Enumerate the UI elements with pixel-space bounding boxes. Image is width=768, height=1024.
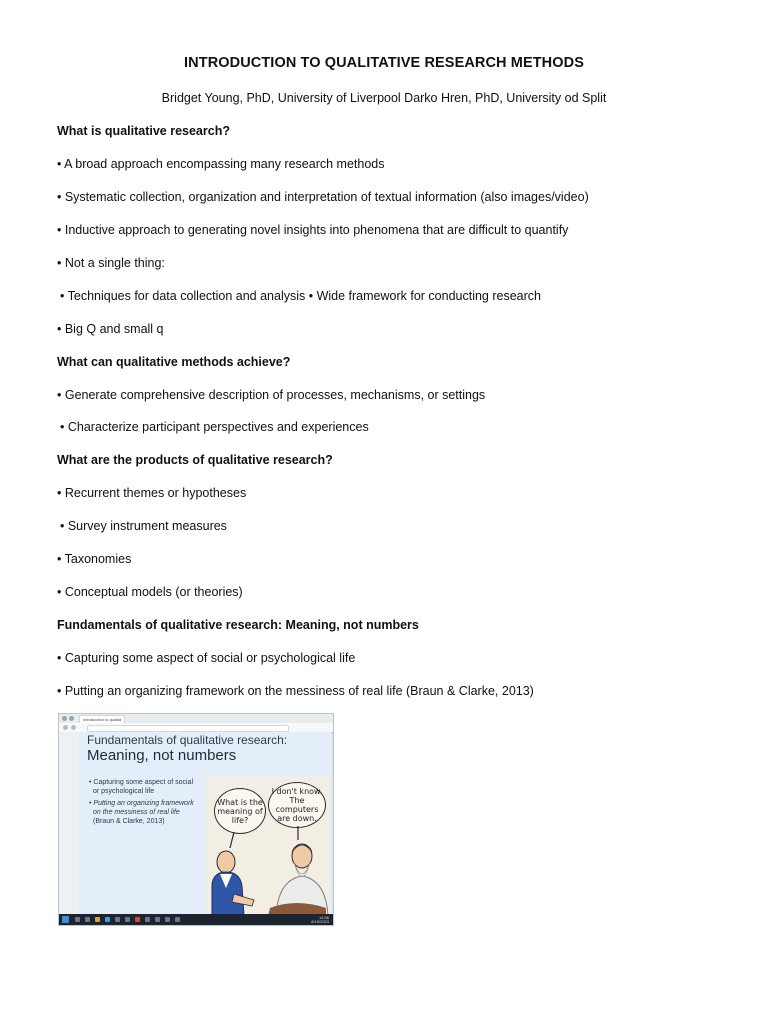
document-authors: Bridget Young, PhD, University of Liverpool Darko Hren, PhD, University od Split [161, 91, 607, 105]
app-icon [145, 917, 150, 922]
folder-icon [95, 917, 100, 922]
bullet-not-single-thing: • Not a single thing: [57, 256, 165, 270]
bullet-capturing: • Capturing some aspect of social or psychological life [57, 651, 356, 665]
clock-time: 14:56 [318, 915, 329, 920]
browser-icon [105, 917, 110, 922]
task-view-icon [85, 917, 90, 922]
app-icon [155, 917, 160, 922]
document-title: INTRODUCTION TO QUALITATIVE RESEARCH METHODS [184, 55, 584, 71]
bullet-survey-measures: • Survey instrument measures [60, 519, 227, 533]
browser-tab: Introduction to qualita [79, 715, 125, 723]
slide-bullet-2-line-2: on the messiness of real life [93, 809, 180, 816]
app-icon [165, 917, 170, 922]
window-control-icon [69, 716, 74, 721]
cartoon-bubble-right: I don't know. The computers are down. [268, 782, 326, 828]
url-field [87, 725, 289, 732]
app-icon [135, 917, 140, 922]
embedded-screenshot [58, 713, 334, 926]
bullet-recurrent-themes: • Recurrent themes or hypotheses [57, 486, 247, 500]
slide-heading-line-2: Meaning, not numbers [87, 747, 237, 764]
heading-fundamentals: Fundamentals of qualitative research: Meaning, not numbers [57, 618, 419, 632]
heading-products: What are the products of qualitative research? [57, 453, 333, 467]
back-icon [63, 725, 68, 730]
start-icon [62, 916, 69, 923]
heading-what-is: What is qualitative research? [57, 124, 230, 138]
bullet-conceptual-models: • Conceptual models (or theories) [57, 585, 243, 599]
slide-bullet-2-line-1: • Putting an organizing framework [89, 800, 194, 807]
slide-bullet-1-line-2: or psychological life [93, 788, 155, 795]
bullet-generate-description: • Generate comprehensive description of processes, mechanisms, or settings [57, 388, 486, 402]
windows-taskbar [59, 914, 333, 925]
window-control-icon [62, 716, 67, 721]
taskbar-clock [311, 916, 329, 924]
bullet-techniques: • Techniques for data collection and analysis • Wide framework for conducting research [60, 289, 541, 303]
bullet-broad-approach: • A broad approach encompassing many research methods [57, 157, 385, 171]
app-icon [115, 917, 120, 922]
bullet-systematic-collection: • Systematic collection, organization and interpretation of textual information (also images/video) [57, 190, 589, 204]
app-icon [175, 917, 180, 922]
bullet-characterize: • Characterize participant perspectives and experiences [60, 420, 369, 434]
heading-what-can-achieve: What can qualitative methods achieve? [57, 355, 291, 369]
bullet-organizing-framework: • Putting an organizing framework on the messiness of real life (Braun & Clarke, 2013) [57, 684, 534, 698]
slide-thumbnail-panel [59, 732, 80, 916]
slide-bullet-1-line-1: • Capturing some aspect of social [89, 779, 194, 786]
cartoon-figures [206, 776, 330, 916]
slide-bullet-2-line-3: (Braun & Clarke, 2013) [93, 818, 165, 825]
slide-heading-line-1: Fundamentals of qualitative research: [87, 733, 288, 747]
cartoon-bubble-left: What is the meaning of life? [214, 788, 266, 834]
app-icon [125, 917, 130, 922]
bullet-taxonomies: • Taxonomies [57, 552, 132, 566]
cartoon-image [206, 776, 330, 916]
bullet-inductive-approach: • Inductive approach to generating novel insights into phenomena that are difficult to quantify [57, 223, 569, 237]
bullet-big-q: • Big Q and small q [57, 322, 164, 336]
forward-icon [71, 725, 76, 730]
slide-content [79, 732, 331, 916]
search-icon [75, 917, 80, 922]
clock-date: 8/16/2024 [311, 919, 329, 924]
